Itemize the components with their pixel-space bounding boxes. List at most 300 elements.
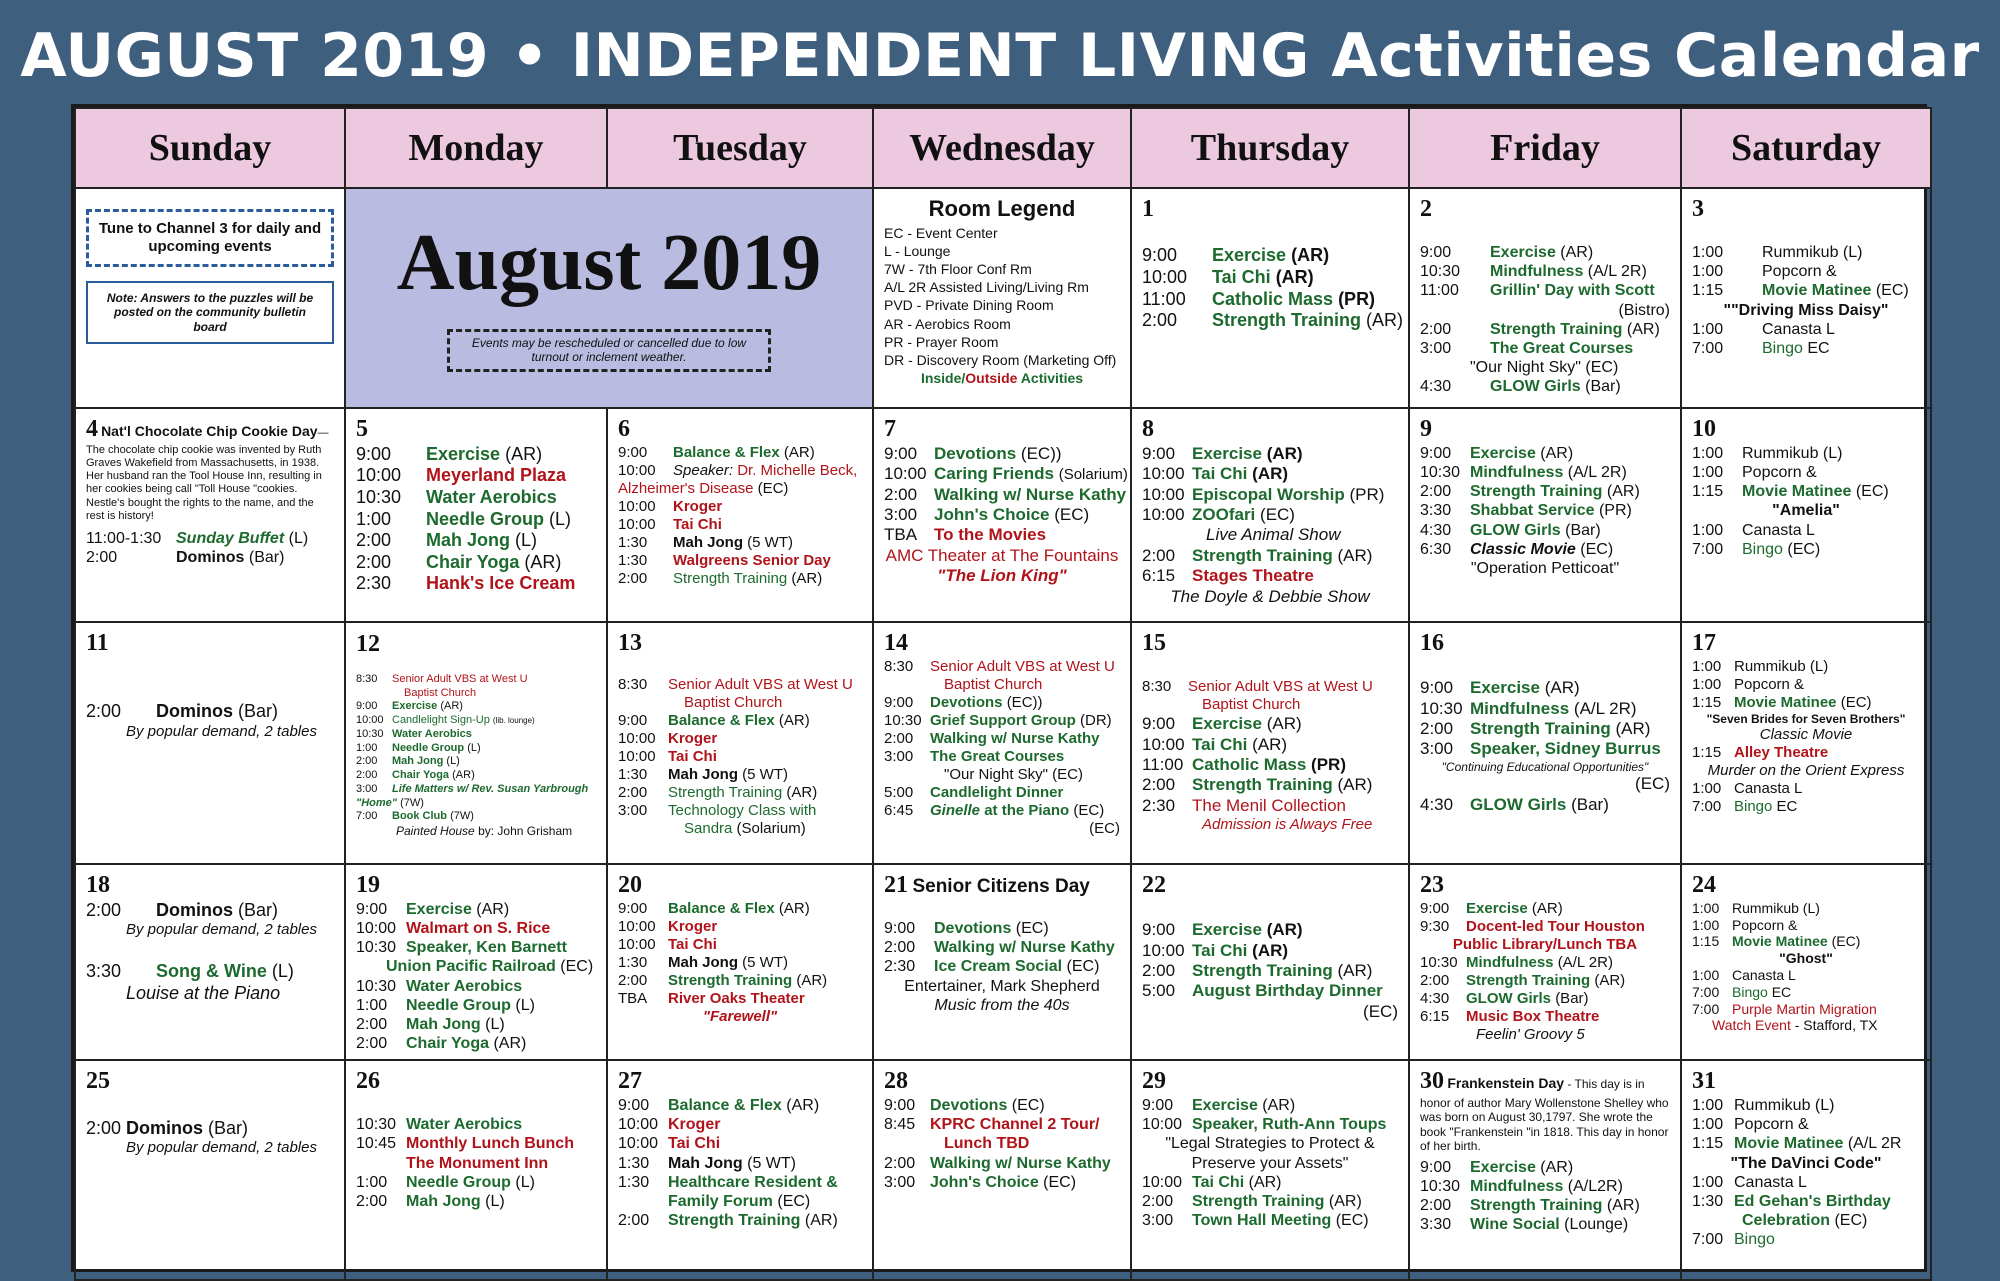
event-text: Mindfulness	[1470, 698, 1570, 718]
event-text: 2:00	[618, 783, 648, 801]
event-text: Mah Jong	[392, 755, 444, 768]
event-text: (Bar)	[238, 899, 279, 920]
event-text: Candlelight Dinner	[930, 783, 1064, 801]
day-cell-14	[873, 622, 1131, 864]
event-text: 7	[884, 416, 896, 442]
event-text: - This day is in honor of author Mary Wollenstone Shelley who was born on August 30,1797. She wrote the book "Frankenstein "in 1818. This day in honor of her birth.	[1420, 1077, 1669, 1154]
event-text: 5	[356, 416, 368, 442]
event-text: 15	[1142, 630, 1166, 656]
event-text: "Our Night Sky" (EC)	[1470, 359, 1619, 377]
event-text: 10:00	[618, 1135, 659, 1153]
event-text: Mah Jong	[406, 1015, 481, 1033]
event-text: Walking w/ Nurse Kathy	[930, 729, 1100, 747]
event-text: 8:30	[618, 675, 648, 693]
event-text: 10:00	[1142, 1173, 1183, 1191]
event-text: 19	[356, 872, 380, 898]
event-text: 9:00	[884, 1097, 916, 1115]
event-text: 5:00	[884, 783, 914, 801]
event-text: Senior Adult VBS at West U	[668, 675, 853, 693]
event-text: (EC)	[1089, 819, 1120, 837]
legend-row: PVD - Private Dining Room	[884, 297, 1054, 314]
event-text: (AR)	[1252, 464, 1289, 484]
event-text: Strength Training	[1192, 775, 1333, 795]
event-text: 2:00	[618, 569, 648, 587]
event-text: (A/L2R)	[1567, 1177, 1623, 1195]
event-text: "The Lion King"	[937, 566, 1067, 586]
event-text: (PR)	[1338, 288, 1376, 309]
event-text: TBA	[884, 525, 918, 545]
event-text: (L)	[1842, 243, 1863, 261]
event-text: 10:30	[1420, 263, 1461, 281]
event-text: (AR)	[1594, 971, 1626, 989]
day-number: 2	[1420, 196, 1432, 222]
event-text: (L)	[515, 996, 535, 1014]
event-text: 7:00	[1692, 983, 1720, 1000]
event-text: Purple Martin Migration	[1732, 1000, 1877, 1017]
event-text: 10:30	[1420, 463, 1461, 481]
event-text: (AR)	[1606, 1197, 1640, 1215]
event-text: 1:15	[1692, 744, 1722, 762]
event-text: Strength Training	[1470, 483, 1603, 501]
event-text: (EC)	[1580, 540, 1614, 558]
event-text: (EC)	[1260, 504, 1295, 524]
event-text: Exercise	[1192, 443, 1262, 463]
event-text: 11	[86, 630, 109, 656]
event-text: By popular demand, 2 tables	[126, 722, 317, 740]
event-text: Senior Adult VBS at West U	[930, 657, 1115, 675]
day-header-wednesday: Wednesday	[873, 108, 1131, 188]
event-text: Healthcare Resident &	[668, 1173, 838, 1191]
event-text: (5 WT)	[742, 765, 788, 783]
event-text: Tai Chi	[1192, 940, 1248, 960]
day-cell-10	[1681, 408, 1931, 622]
event-text: (5 WT)	[747, 1154, 796, 1172]
event-text: Movie Matinee	[1734, 693, 1837, 711]
event-text: Classic Movie	[1759, 726, 1853, 744]
event-text: Baptist Church	[404, 686, 477, 699]
event-text: 3:00	[618, 801, 648, 819]
event-text: Mindfulness	[1490, 263, 1584, 281]
event-text: Popcorn &	[1734, 675, 1805, 693]
event-text: (AR)	[1626, 320, 1660, 338]
event-text: The Doyle & Debbie Show	[1170, 586, 1370, 606]
event-text: 1:00	[1692, 966, 1720, 983]
event-text: Rummikub	[1734, 657, 1806, 675]
event-text: Sunday Buffet	[176, 529, 285, 547]
event-text: (AR)	[476, 900, 510, 918]
legend-row: EC - Event Center	[884, 224, 998, 241]
event-text: Union Pacific Railroad	[386, 958, 556, 976]
event-text: 9:00	[356, 900, 388, 918]
event-text: (EC)	[1635, 774, 1670, 794]
event-text: 2:00	[618, 1212, 650, 1230]
event-text: (AR)	[1366, 310, 1404, 331]
event-text: (L)	[446, 755, 460, 768]
event-text: 10:30	[356, 727, 384, 740]
event-text: GLOW Girls	[1490, 378, 1581, 396]
event-text: Tai Chi	[668, 1135, 721, 1153]
event-text: The Menil Collection	[1192, 795, 1347, 815]
event-text: (5 WT)	[742, 953, 788, 971]
event-text: 3:00	[1142, 1212, 1174, 1230]
event-text: (L)	[1814, 1097, 1835, 1115]
event-text: 1:00	[1692, 463, 1724, 481]
event-text: 26	[356, 1068, 380, 1095]
event-text: (7W)	[450, 810, 474, 823]
legend-row: AR - Aerobics Room	[884, 315, 1011, 332]
event-text: Stages Theatre	[1192, 566, 1314, 586]
event-text: Catholic Mass	[1192, 754, 1307, 774]
event-text: Bingo	[1734, 1231, 1775, 1249]
event-text: L	[1788, 966, 1796, 983]
event-text: —The chocolate chip cookie was invented by Ruth Graves Wakefield from Massachusetts, in 1938. Her husband ran the Tool House Inn, resulting in her cookies being call "Toll House "cookies. Nestle's bought the rights to the name, and the rest is history!	[86, 427, 329, 522]
event-text: Dominos	[156, 899, 234, 920]
event-text: 1:00	[1692, 521, 1724, 539]
event-text: (AR)	[1275, 266, 1314, 287]
day-cell-15	[1131, 622, 1409, 864]
event-text: Baptist Church	[684, 693, 783, 711]
event-text: Exercise	[426, 443, 501, 464]
event-text: Popcorn &	[1734, 1116, 1809, 1134]
event-text: (AR)	[524, 551, 562, 572]
event-text: 10:45	[356, 1135, 397, 1153]
event-text: (AR)	[1531, 899, 1563, 917]
event-text: Ginelle	[930, 801, 981, 819]
day-cell-5	[345, 408, 607, 622]
event-text: The Great Courses	[930, 747, 1065, 765]
channel-box: Tune to Channel 3 for daily and upcoming events	[86, 209, 334, 267]
event-text: 9:00	[884, 693, 914, 711]
event-text: Exercise	[1466, 899, 1528, 917]
event-text: 27	[618, 1068, 642, 1095]
event-text: (Lounge)	[1564, 1216, 1629, 1234]
event-text: (lib. lounge)	[492, 716, 535, 725]
event-text: 10:00	[1142, 504, 1185, 524]
event-text: Life Matters	[392, 782, 454, 795]
event-text: (AR)	[804, 1212, 838, 1230]
event-text: By popular demand, 2 tables	[126, 1139, 317, 1157]
event-text: (AR)	[505, 443, 543, 464]
event-text: Exercise	[1470, 1158, 1536, 1176]
event-text: 2:30	[356, 573, 392, 594]
legend-row: A/L 2R Assisted Living/Living Rm	[884, 279, 1089, 296]
event-text: Chair Yoga	[406, 1035, 489, 1053]
event-text: "Seven Brides for Seven Brothers"	[1706, 711, 1906, 726]
event-text: 2:00	[1420, 320, 1452, 338]
event-text: 10:00	[356, 465, 402, 486]
event-text: 2:00	[1142, 310, 1178, 331]
event-text: GLOW Girls	[1470, 794, 1567, 814]
event-text: 2:30	[884, 958, 916, 976]
event-text: Exercise	[1470, 444, 1536, 462]
event-text: 11:00	[1142, 754, 1184, 774]
event-text: Dominos	[126, 1117, 204, 1138]
event-text: August Birthday Dinner	[1192, 981, 1383, 1001]
event-text: Episcopal Worship	[1192, 484, 1345, 504]
event-text: (EC)	[777, 1193, 811, 1211]
event-text: (A/L 2R)	[1567, 463, 1627, 481]
event-text: River Oaks Theater	[668, 989, 805, 1007]
event-text: (AR)	[786, 1097, 820, 1115]
event-text: Movie Matinee	[1742, 483, 1852, 501]
event-text: Balance & Flex	[668, 711, 775, 729]
event-text: Devotions	[930, 693, 1003, 711]
event-text: (AR)	[1560, 243, 1594, 261]
event-text: 2:00	[1420, 971, 1450, 989]
event-text: Entertainer, Mark Shepherd	[904, 977, 1100, 995]
day-cell-28	[873, 1060, 1131, 1280]
event-text: 10:30	[356, 486, 402, 507]
event-text: 10:00	[618, 935, 656, 953]
event-text: Popcorn &	[1762, 263, 1837, 281]
event-text: 10:00	[618, 747, 656, 765]
event-text: (L)	[1809, 657, 1829, 675]
event-text: (AR)	[1337, 775, 1373, 795]
event-text: 1:00	[356, 741, 378, 754]
event-text: 2:00	[86, 700, 122, 721]
event-text: Exercise	[1490, 243, 1556, 261]
event-text: Kroger	[668, 729, 718, 747]
event-text: 1:00	[1692, 243, 1724, 261]
event-text: Classic Movie	[1470, 540, 1576, 558]
event-text: Needle Group	[406, 996, 511, 1014]
event-text: (L)	[485, 1193, 505, 1211]
event-text: Exercise	[1192, 714, 1262, 734]
event-text: Hank's Ice Cream	[426, 573, 576, 594]
event-text: 11:00-1:30	[86, 529, 162, 547]
event-text: Balance & Flex	[673, 443, 780, 461]
event-text: 6:15	[1142, 566, 1176, 586]
event-text: Town Hall Meeting	[1192, 1212, 1332, 1230]
event-text: L	[1794, 780, 1803, 798]
event-text: Grief Support Group	[930, 711, 1076, 729]
event-text: Canasta	[1732, 966, 1785, 983]
day-cell-22	[1131, 864, 1409, 1060]
event-text: (EC)	[1787, 540, 1821, 558]
event-text: John's Choice	[930, 1173, 1039, 1191]
event-text: 3:00	[884, 747, 914, 765]
event-text: GLOW Girls	[1470, 521, 1561, 539]
room-legend	[873, 188, 1131, 408]
event-text: Bingo	[1762, 339, 1803, 357]
event-text: (7W)	[400, 796, 424, 809]
event-text: Lunch TBD	[944, 1135, 1030, 1153]
event-text: Exercise	[1212, 245, 1287, 266]
event-text: 7:00	[1692, 798, 1722, 816]
event-text: 10:30	[356, 977, 397, 995]
event-text: Meyerland Plaza	[426, 465, 567, 486]
event-text: 2:00	[86, 899, 122, 920]
event-text: (Bar)	[1585, 378, 1621, 396]
event-text: 9:00	[356, 700, 378, 713]
event-text: 9:00	[1420, 444, 1452, 462]
event-text: 4:30	[1420, 521, 1452, 539]
event-text: 12	[356, 631, 380, 657]
event-text: Technology Class with	[668, 801, 817, 819]
event-text: 10:00	[356, 714, 384, 726]
event-text: Needle Group	[406, 1173, 511, 1191]
event-text: 11:00	[1142, 288, 1186, 309]
event-text: 1:00	[1692, 916, 1720, 933]
event-text: Mah Jong	[673, 533, 743, 551]
day-cell-4	[75, 408, 345, 622]
event-text: Bingo	[1742, 540, 1783, 558]
event-text: (L)	[1802, 899, 1820, 916]
event-text: 9:00	[1142, 714, 1176, 734]
event-text: 3:00	[356, 782, 378, 795]
event-text: Walking w/ Nurse Kathy	[930, 1154, 1111, 1172]
event-text: 9:00	[1420, 243, 1452, 261]
event-text: 8	[1142, 416, 1154, 442]
event-text: 8:45	[884, 1116, 916, 1134]
event-text: Chair Yoga	[392, 769, 450, 781]
event-text: (PR)	[1349, 484, 1385, 504]
event-text: Book Club	[392, 810, 447, 823]
event-text: Water Aerobics	[406, 1116, 523, 1134]
day-cell-16	[1409, 622, 1681, 864]
event-text: (L)	[1822, 444, 1843, 462]
event-text: 10:00	[356, 919, 397, 937]
event-text: 21	[884, 872, 908, 898]
event-text: Strength Training	[668, 783, 783, 801]
event-text: (EC)	[1834, 1212, 1868, 1230]
event-text: 10:30	[356, 1116, 397, 1134]
event-text: 7:00	[1692, 339, 1724, 357]
event-text: Strength Training	[1192, 960, 1333, 980]
event-text: Chair Yoga	[426, 551, 520, 572]
event-text: (Solarium)	[1058, 466, 1128, 484]
event-text: 10:30	[356, 939, 397, 957]
event-text: 9:00	[1142, 1097, 1174, 1115]
event-text: Nat'l Chocolate Chip Cookie Day	[101, 423, 318, 439]
day-cell-1	[1131, 188, 1409, 408]
event-text: "Legal Strategies to Protect &	[1165, 1135, 1375, 1153]
event-text: Walmart on S. Rice	[406, 919, 551, 937]
event-text: Speaker:	[673, 461, 734, 479]
event-text: Rummikub	[1762, 243, 1839, 261]
day-cell-11	[75, 622, 345, 864]
event-text: (Bar)	[1565, 521, 1601, 539]
event-text: (Solarium)	[736, 819, 806, 837]
event-text: Strength Training	[1470, 1197, 1603, 1215]
event-text: 9:00	[884, 919, 916, 937]
event-text: 3:00	[1420, 339, 1452, 357]
day-cell-21	[873, 864, 1131, 1060]
event-text: 2:00	[86, 1117, 122, 1138]
event-text: 1:00	[356, 996, 388, 1014]
legend-row: PR - Prayer Room	[884, 333, 999, 350]
event-text: 13	[618, 630, 642, 656]
event-text: (Bar)	[208, 1117, 249, 1138]
day-header-monday: Monday	[345, 108, 607, 188]
event-text: 23	[1420, 872, 1444, 898]
day-cell-8	[1131, 408, 1409, 622]
event-text: (Bistro)	[1618, 301, 1670, 319]
event-text: Bingo	[1732, 983, 1768, 1000]
event-text: 4:30	[1420, 378, 1452, 396]
event-text: Song & Wine	[156, 960, 267, 981]
event-text: Rummikub	[1732, 899, 1799, 916]
event-text: (AR)	[1337, 545, 1373, 565]
event-text: "Our Night Sky" (EC)	[944, 765, 1084, 783]
legend-row: DR - Discovery Room (Marketing Off)	[884, 351, 1117, 368]
event-text: "Continuing Educational Opportunities"	[1441, 759, 1649, 774]
event-text: TBA	[618, 989, 648, 1007]
event-text: (L)	[515, 530, 538, 551]
event-text: (EC)	[1875, 282, 1909, 300]
event-text: Public Library/Lunch TBA	[1452, 935, 1638, 953]
day-cell-18	[75, 864, 345, 1060]
event-text: 30	[1420, 1068, 1444, 1095]
event-text: 1:30	[618, 1173, 650, 1191]
day-cell-2	[1409, 188, 1681, 408]
event-text: 9:30	[1420, 917, 1450, 935]
event-text: Walking w/ Nurse Kathy	[934, 484, 1127, 504]
event-text: 14	[884, 630, 908, 656]
event-text: 2:00	[1142, 545, 1176, 565]
event-text: Senior Adult VBS at West U	[392, 672, 528, 685]
event-text: Music from the 40s	[934, 996, 1070, 1014]
day-cell-26	[345, 1060, 607, 1280]
event-text: 10:00	[618, 497, 656, 515]
event-text: 10:00	[1142, 1116, 1183, 1134]
event-text: Catholic Mass	[1212, 288, 1334, 309]
event-text: 6	[618, 416, 630, 442]
event-text: 3:30	[1420, 502, 1452, 520]
event-text: Exercise	[1470, 678, 1540, 698]
event-text: Needle Group	[392, 741, 465, 754]
day-header-saturday: Saturday	[1681, 108, 1931, 188]
event-text: Tai Chi	[1192, 734, 1248, 754]
event-text: Music Box Theatre	[1466, 1007, 1600, 1025]
event-text: Devotions	[930, 1097, 1008, 1115]
event-text: Walking w/ Nurse Kathy	[934, 939, 1115, 957]
event-text: Strength Training	[1212, 310, 1362, 331]
event-text: Candlelight Sign-Up	[392, 714, 490, 726]
event-text: Canasta	[1734, 1173, 1794, 1191]
event-text: Ed Gehan's Birthday	[1734, 1193, 1891, 1211]
event-text: To the Movies	[934, 525, 1047, 545]
event-text: 1:00	[1692, 1173, 1724, 1191]
legend-inside: Inside/	[920, 370, 966, 387]
event-text: Mah Jong	[668, 765, 738, 783]
event-text: (EC))	[1020, 443, 1062, 463]
event-text: (AR)	[1540, 444, 1574, 462]
event-text: (AR)	[1540, 1158, 1574, 1176]
event-text: Strength Training	[668, 1212, 801, 1230]
month-title: August 2019	[396, 219, 822, 307]
event-text: 10:00	[1142, 734, 1185, 754]
event-text: (5 WT)	[747, 533, 793, 551]
event-text: Celebration	[1742, 1212, 1831, 1230]
event-text: (Bar)	[1555, 989, 1589, 1007]
event-text: 2:00	[1420, 483, 1452, 501]
event-text: (EC)	[757, 479, 789, 497]
event-text: Mah Jong	[668, 953, 738, 971]
event-text: (AR)	[1291, 245, 1330, 266]
event-text: Tai Chi	[668, 747, 717, 765]
event-text: Caring Friends	[934, 464, 1054, 484]
event-text: (AR)	[1252, 940, 1289, 960]
event-text: Wine Social	[1470, 1216, 1560, 1234]
event-text: 2:00	[1420, 1197, 1452, 1215]
event-text: 1:00	[1692, 657, 1722, 675]
event-text: 7:00	[356, 810, 378, 823]
event-text: (L)	[467, 741, 481, 754]
event-text: Sandra	[684, 819, 733, 837]
event-text: "Operation Petticoat"	[1470, 559, 1620, 577]
event-text: Tai Chi	[1192, 1173, 1245, 1191]
